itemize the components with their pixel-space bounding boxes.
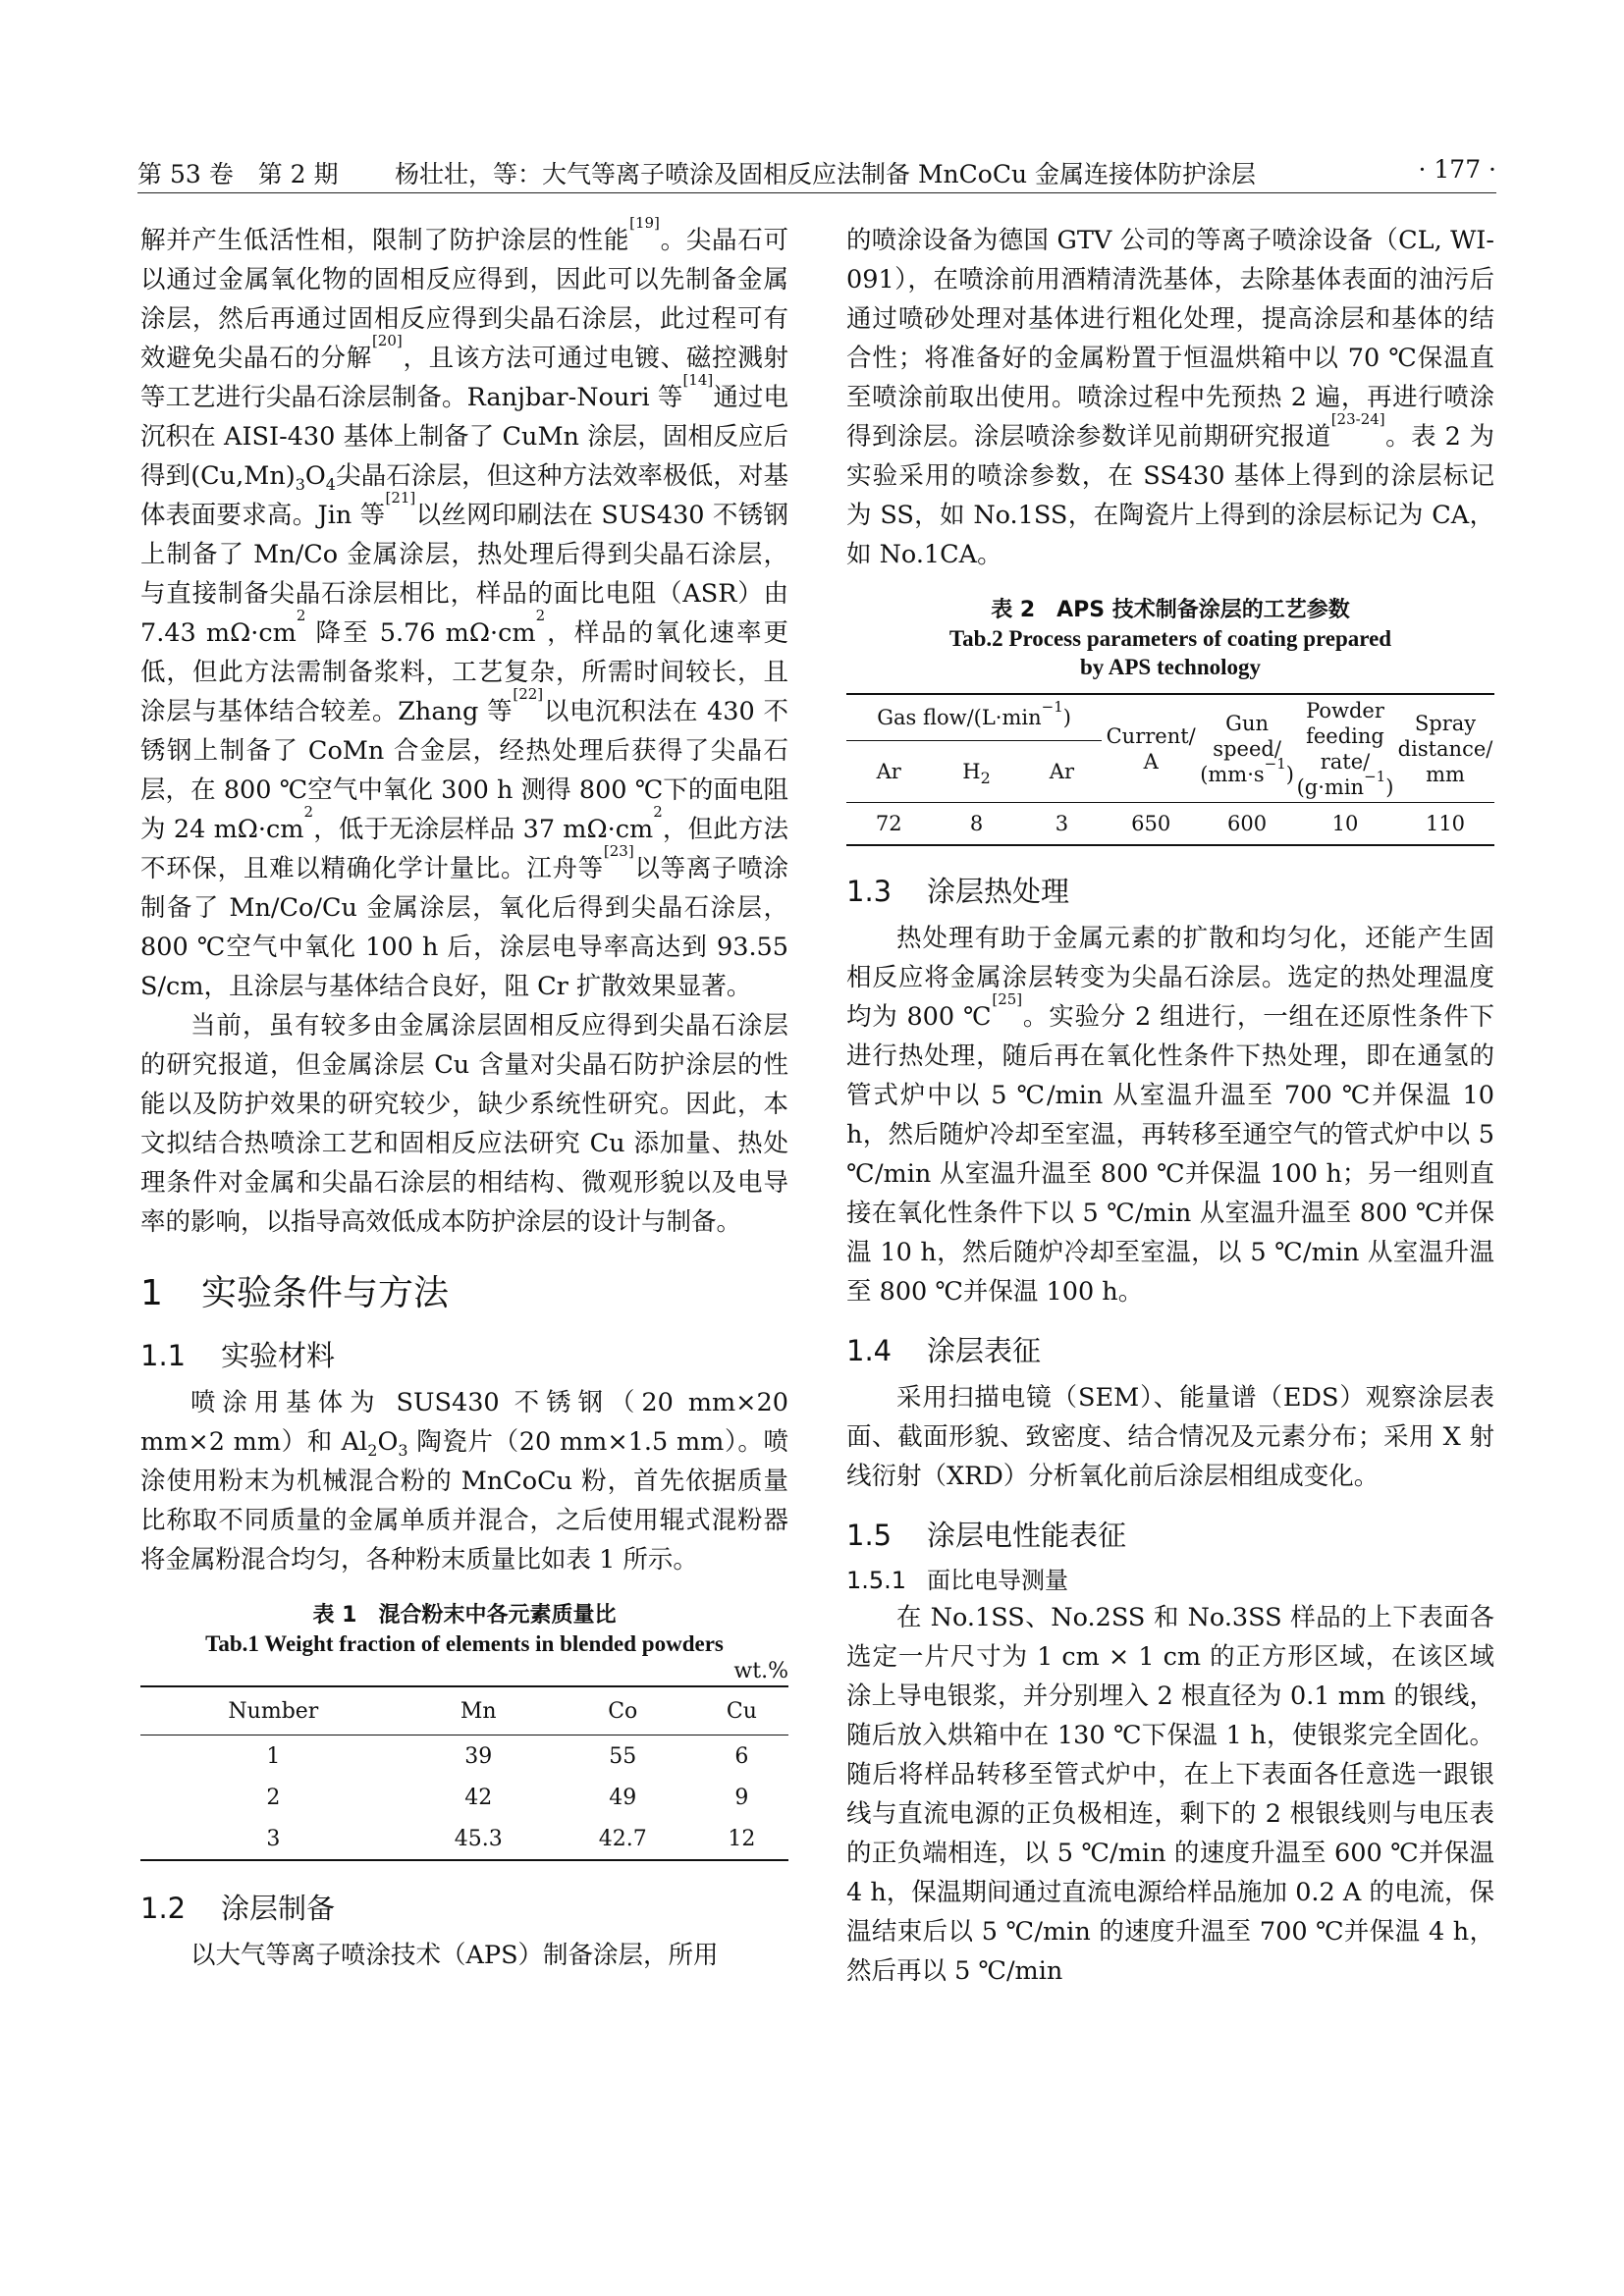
header-volume-issue: 第 53 卷 第 2 期 — [137, 160, 339, 188]
powder-feeding-rate-header: Powder feeding rate/ $(g\cdot\min^{-1})$ — [1296, 698, 1394, 799]
gas-flow-header: Gas flow/$(L\cdot\min^{-1})$ — [846, 694, 1102, 741]
table-1 — [140, 1685, 788, 1861]
current-header: Current/ A — [1106, 723, 1196, 774]
right-column — [846, 221, 1494, 1991]
paragraph-heat-treatment: 热处理有助于金属元素的扩散和均匀化，还能产生固相反应将金属涂层转变为尖晶石涂层。选定的热处理温度均为 800 ℃[25]。实验分 2 组进行，一组在还原性条件下进行热处理，随后再在氧化性条件下热处理，即在通氢的管式炉中以 5 ℃/min 从室温升温至 700 ℃并保温 10 h，然后随炉冷却至室温，再转移至通空气的管式炉中以 5 ℃/min 从室温升温至 800 ℃并保温 100 h；另一组则直接在氧化性条件下以 5 ℃/min 从室温升温至 800 ℃并保温 10 h，然后随炉冷却至室温，以 5 ℃/min 从室温升温至 800 ℃并保温 100 h。 — [846, 924, 1494, 1307]
table-header-cell: Co — [551, 1686, 695, 1735]
table-1-block — [140, 1601, 788, 1861]
table-1-caption-zh: 表 1 混合粉末中各元素质量比 — [312, 1603, 617, 1628]
paragraph-spray-equipment: 的喷涂设备为德国 GTV 公司的等离子喷涂设备（CL, WI-091），在喷涂前用酒精清洗基体，去除基体表面的油污后通过喷砂处理对基体进行粗化处理，提高涂层和基体的结合性；将准备好的金属粉置于恒温烘箱中以 70 ℃保温直至喷涂前取出使用。喷涂过程中先预热 2 遍，再进行喷涂得到涂层。涂层喷涂参数详见前期研究报道[23-24]。表 2 为实验采用的喷涂参数，在 SS430 基体上得到的涂层标记为 SS，如 No.1SS，在陶瓷片上得到的涂层标记为 CA，如 No.1CA。 — [846, 226, 1494, 569]
table-header-cell: Mn — [406, 1686, 551, 1735]
paragraph-asr-measurement: 在 No.1SS、No.2SS 和 No.3SS 样品的上下表面各选定一片尺寸为 1 cm × 1 cm 的正方形区域，在该区域涂上导电银浆，并分别埋入 2 根直径为 0.1 mm 的银线，随后放入烘箱中在 130 ℃下保温 1 h，使银浆完全固化。随后将样品转移至管式炉中，在上下表面各任意选一跟银线与直流电源的正负极相连，剩下的 2 根银线则与电压表的正负端相连，以 5 ℃/min 的速度升温至 600 ℃并保温 4 h，保温期间通过直流电源给样品施加 0.2 A 的电流，保温结束后以 5 ℃/min 的速度升温至 700 ℃并保温 4 h，然后再以 5 ℃/min — [846, 1603, 1494, 1986]
header-rule — [137, 192, 1496, 193]
paragraph-intro-continued: 解并产生低活性相，限制了防护涂层的性能[19]。尖晶石可以通过金属氧化物的固相反应得到，因此可以先制备金属涂层，然后再通过固相反应得到尖晶石涂层，此过程可有效避免尖晶石的分解[20]，且该方法可通过电镀、磁控溅射等工艺进行尖晶石涂层制备。Ranjbar-Nouri 等[14]通过电沉积在 AISI-430 基体上制备了 CuMn 涂层，固相反应后得到$(Cu,Mn)_3O_4$尖晶石涂层，但这种方法效率极低，对基体表面要求高。Jin 等[21]以丝网印刷法在 SUS430 不锈钢上制备了 Mn/Co 金属涂层，热处理后得到尖晶石涂层，与直接制备尖晶石涂层相比，样品的面比电阻（ASR）由 7.43 $m\Omega\cdot cm^2$ 降至 5.76 $m\Omega\cdot cm^2$，样品的氧化速率更低，但此方法需制备浆料，工艺复杂，所需时间较长，且涂层与基体结合较差。Zhang 等[22]以电沉积法在 430 不锈钢上制备了 CoMn 合金层，经热处理后获得了尖晶石层，在 800 ℃空气中氧化 300 h 测得 800 ℃下的面电阻为 24 $m\Omega\cdot cm^2$，低于无涂层样品 37 $m\Omega\cdot cm^2$，但此方法不环保，且难以精确化学计量比。江舟等[23]以等离子喷涂制备了 Mn/Co/Cu 金属涂层，氧化后得到尖晶石涂层，800 ℃空气中氧化 100 h 后，涂层电导率高达到 93.55 S/cm，且涂层与基体结合良好，阻 Cr 扩散效果显著。 — [140, 214, 789, 1001]
gas-h2-header: $H_2$ — [962, 760, 991, 788]
section-heading-1: 1 实验条件与方法 — [140, 1273, 450, 1313]
header-article-title: 杨壮壮，等：大气等离子喷涂及固相反应法制备 MnCoCu 金属连接体防护涂层 — [395, 160, 1257, 188]
table-2-caption-zh: 表 2 APS 技术制备涂层的工艺参数 — [991, 598, 1350, 622]
table-row: 3 45.3 42.7 12 — [266, 1826, 756, 1851]
gas-ar-header: Ar — [876, 760, 901, 783]
table-2-block — [846, 596, 1494, 846]
paragraph-characterization: 采用扫描电镜（SEM）、能量谱（EDS）观察涂层表面、截面形貌、致密度、结合情况及元素分布；采用 X 射线衍射（XRD）分析氧化前后涂层相组成变化。 — [846, 1383, 1494, 1491]
section-heading-1-5: 1.5 涂层电性能表征 — [846, 1519, 1127, 1552]
spray-distance-header: Spray distance/ mm — [1397, 711, 1493, 786]
section-heading-1-3: 1.3 涂层热处理 — [846, 875, 1070, 908]
gas-ar2-header: Ar — [1049, 760, 1074, 783]
section-heading-1-2: 1.2 涂层制备 — [140, 1892, 336, 1925]
table-header-cell: Number — [140, 1686, 406, 1735]
header-page-number: · 177 · — [1418, 155, 1496, 184]
table-row: 1 39 55 6 — [266, 1743, 749, 1769]
table-1-unit: wt.% — [733, 1659, 788, 1683]
paragraph-coating-prep-start: 以大气等离子喷涂技术（APS）制备涂层，所用 — [190, 1941, 719, 1970]
running-header — [137, 155, 1496, 194]
section-heading-1-1: 1.1 实验材料 — [140, 1339, 336, 1372]
table-2-caption-en-line2: by APS technology — [1079, 655, 1262, 679]
table-row: 72 8 3 650 600 10 110 — [846, 803, 1494, 846]
table-1-caption-en: Tab.1 Weight fraction of elements in blended powders — [205, 1631, 724, 1656]
table-2 — [846, 693, 1494, 846]
section-heading-1-4: 1.4 涂层表征 — [846, 1334, 1042, 1367]
paragraph-motivation: 当前，虽有较多由金属涂层固相反应得到尖晶石涂层的研究报道，但金属涂层 Cu 含量对尖晶石防护涂层的性能以及防护效果的研究较少，缺少系统性研究。因此，本文拟结合热喷涂工艺和固相反应法研究 Cu 添加量、热处理条件对金属和尖晶石涂层的相结构、微观形貌以及电导率的影响，以指导高效低成本防护涂层的设计与制备。 — [140, 1011, 788, 1237]
table-header-cell: Cu — [695, 1686, 788, 1735]
table-2-caption-en-line1: Tab.2 Process parameters of coating prepared — [948, 626, 1392, 651]
section-heading-1-5-1: 1.5.1 面比电导测量 — [846, 1567, 1068, 1594]
table-row: 2 42 49 9 — [266, 1785, 749, 1810]
paragraph-materials: 喷涂用基体为 SUS430 不锈钢（20 mm×20 mm×2 mm）和 $Al_2O_3$ 陶瓷片（20 mm×1.5 mm）。喷涂使用粉末为机械混合粉的 MnCoCu 粉，首先依据质量比称取不同质量的金属单质并混合，之后使用辊式混粉器将金属粉混合均匀，各种粉末质量比如表 1 所示。 — [140, 1388, 788, 1575]
gun-speed-header: Gun speed/ $(mm\cdot s^{-1})$ — [1200, 711, 1294, 786]
left-column — [140, 214, 789, 1975]
